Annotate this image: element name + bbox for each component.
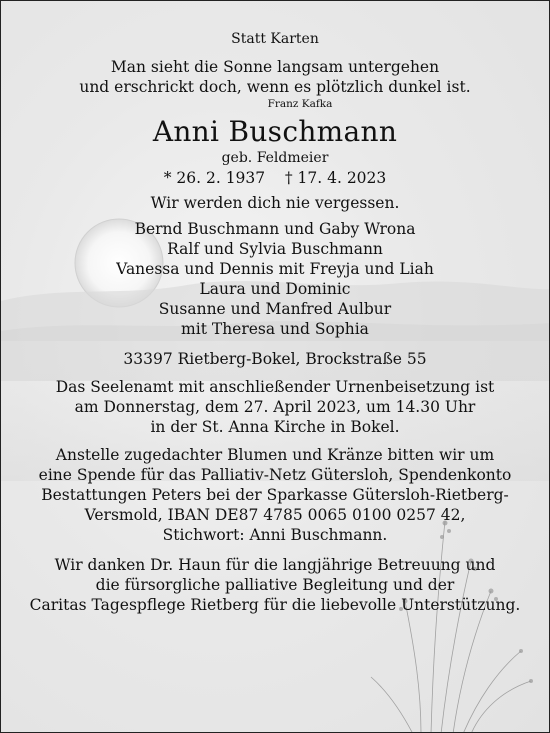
donation-line: Anstelle zugedachter Blumen und Kränze bitten wir um xyxy=(55,446,495,464)
donation-line: Stichwort: Anni Buschmann. xyxy=(162,526,388,544)
deceased-name: Anni Buschmann xyxy=(152,115,398,148)
donation-line: eine Spende für das Palliativ-Netz Gütersloh, Spendenkonto xyxy=(38,466,512,484)
service-info xyxy=(1,377,549,437)
thanks-line: die fürsorgliche palliative Begleitung und der xyxy=(95,576,455,594)
mourner-line: Laura und Dominic xyxy=(199,280,351,298)
quote-line: und erschrickt doch, wenn es plötzlich dunkel ist. xyxy=(79,78,471,96)
statt-karten: Statt Karten xyxy=(231,31,319,47)
birth-name: geb. Feldmeier xyxy=(221,150,329,166)
quote-author: Franz Kafka xyxy=(267,98,333,110)
quote-line: Man sieht die Sonne langsam untergehen xyxy=(110,58,440,76)
mourner-line: Vanessa und Dennis mit Freyja und Liah xyxy=(116,260,434,278)
address: 33397 Rietberg-Bokel, Brockstraße 55 xyxy=(123,350,427,368)
farewell-text: Wir werden dich nie vergessen. xyxy=(150,194,400,212)
mourner-line: Bernd Buschmann und Gaby Wrona xyxy=(134,220,416,238)
service-line: Das Seelenamt mit anschließender Urnenbeisetzung ist xyxy=(55,378,495,396)
donation-line: Versmold, IBAN DE87 4785 0065 0100 0257 42, xyxy=(84,506,466,524)
service-line: am Donnerstag, dem 27. April 2023, um 14.30 Uhr xyxy=(74,398,476,416)
mourner-line: Ralf und Sylvia Buschmann xyxy=(167,240,383,258)
mourners-list xyxy=(1,219,549,339)
donation-info xyxy=(1,445,549,545)
donation-line: Bestattungen Peters bei der Sparkasse Gütersloh-Rietberg- xyxy=(41,486,509,504)
quote xyxy=(1,57,549,112)
life-dates: * 26. 2. 1937 † 17. 4. 2023 xyxy=(163,169,387,187)
thanks-line: Wir danken Dr. Haun für die langjährige Betreuung und xyxy=(54,556,496,574)
service-line: in der St. Anna Kirche in Bokel. xyxy=(150,418,400,436)
thanks-info xyxy=(1,555,549,615)
mourner-line: Susanne und Manfred Aulbur xyxy=(158,300,392,318)
obituary-text xyxy=(1,1,549,615)
thanks-line: Caritas Tagespflege Rietberg für die liebevolle Unterstützung. xyxy=(29,596,521,614)
mourner-line: mit Theresa und Sophia xyxy=(181,320,369,338)
